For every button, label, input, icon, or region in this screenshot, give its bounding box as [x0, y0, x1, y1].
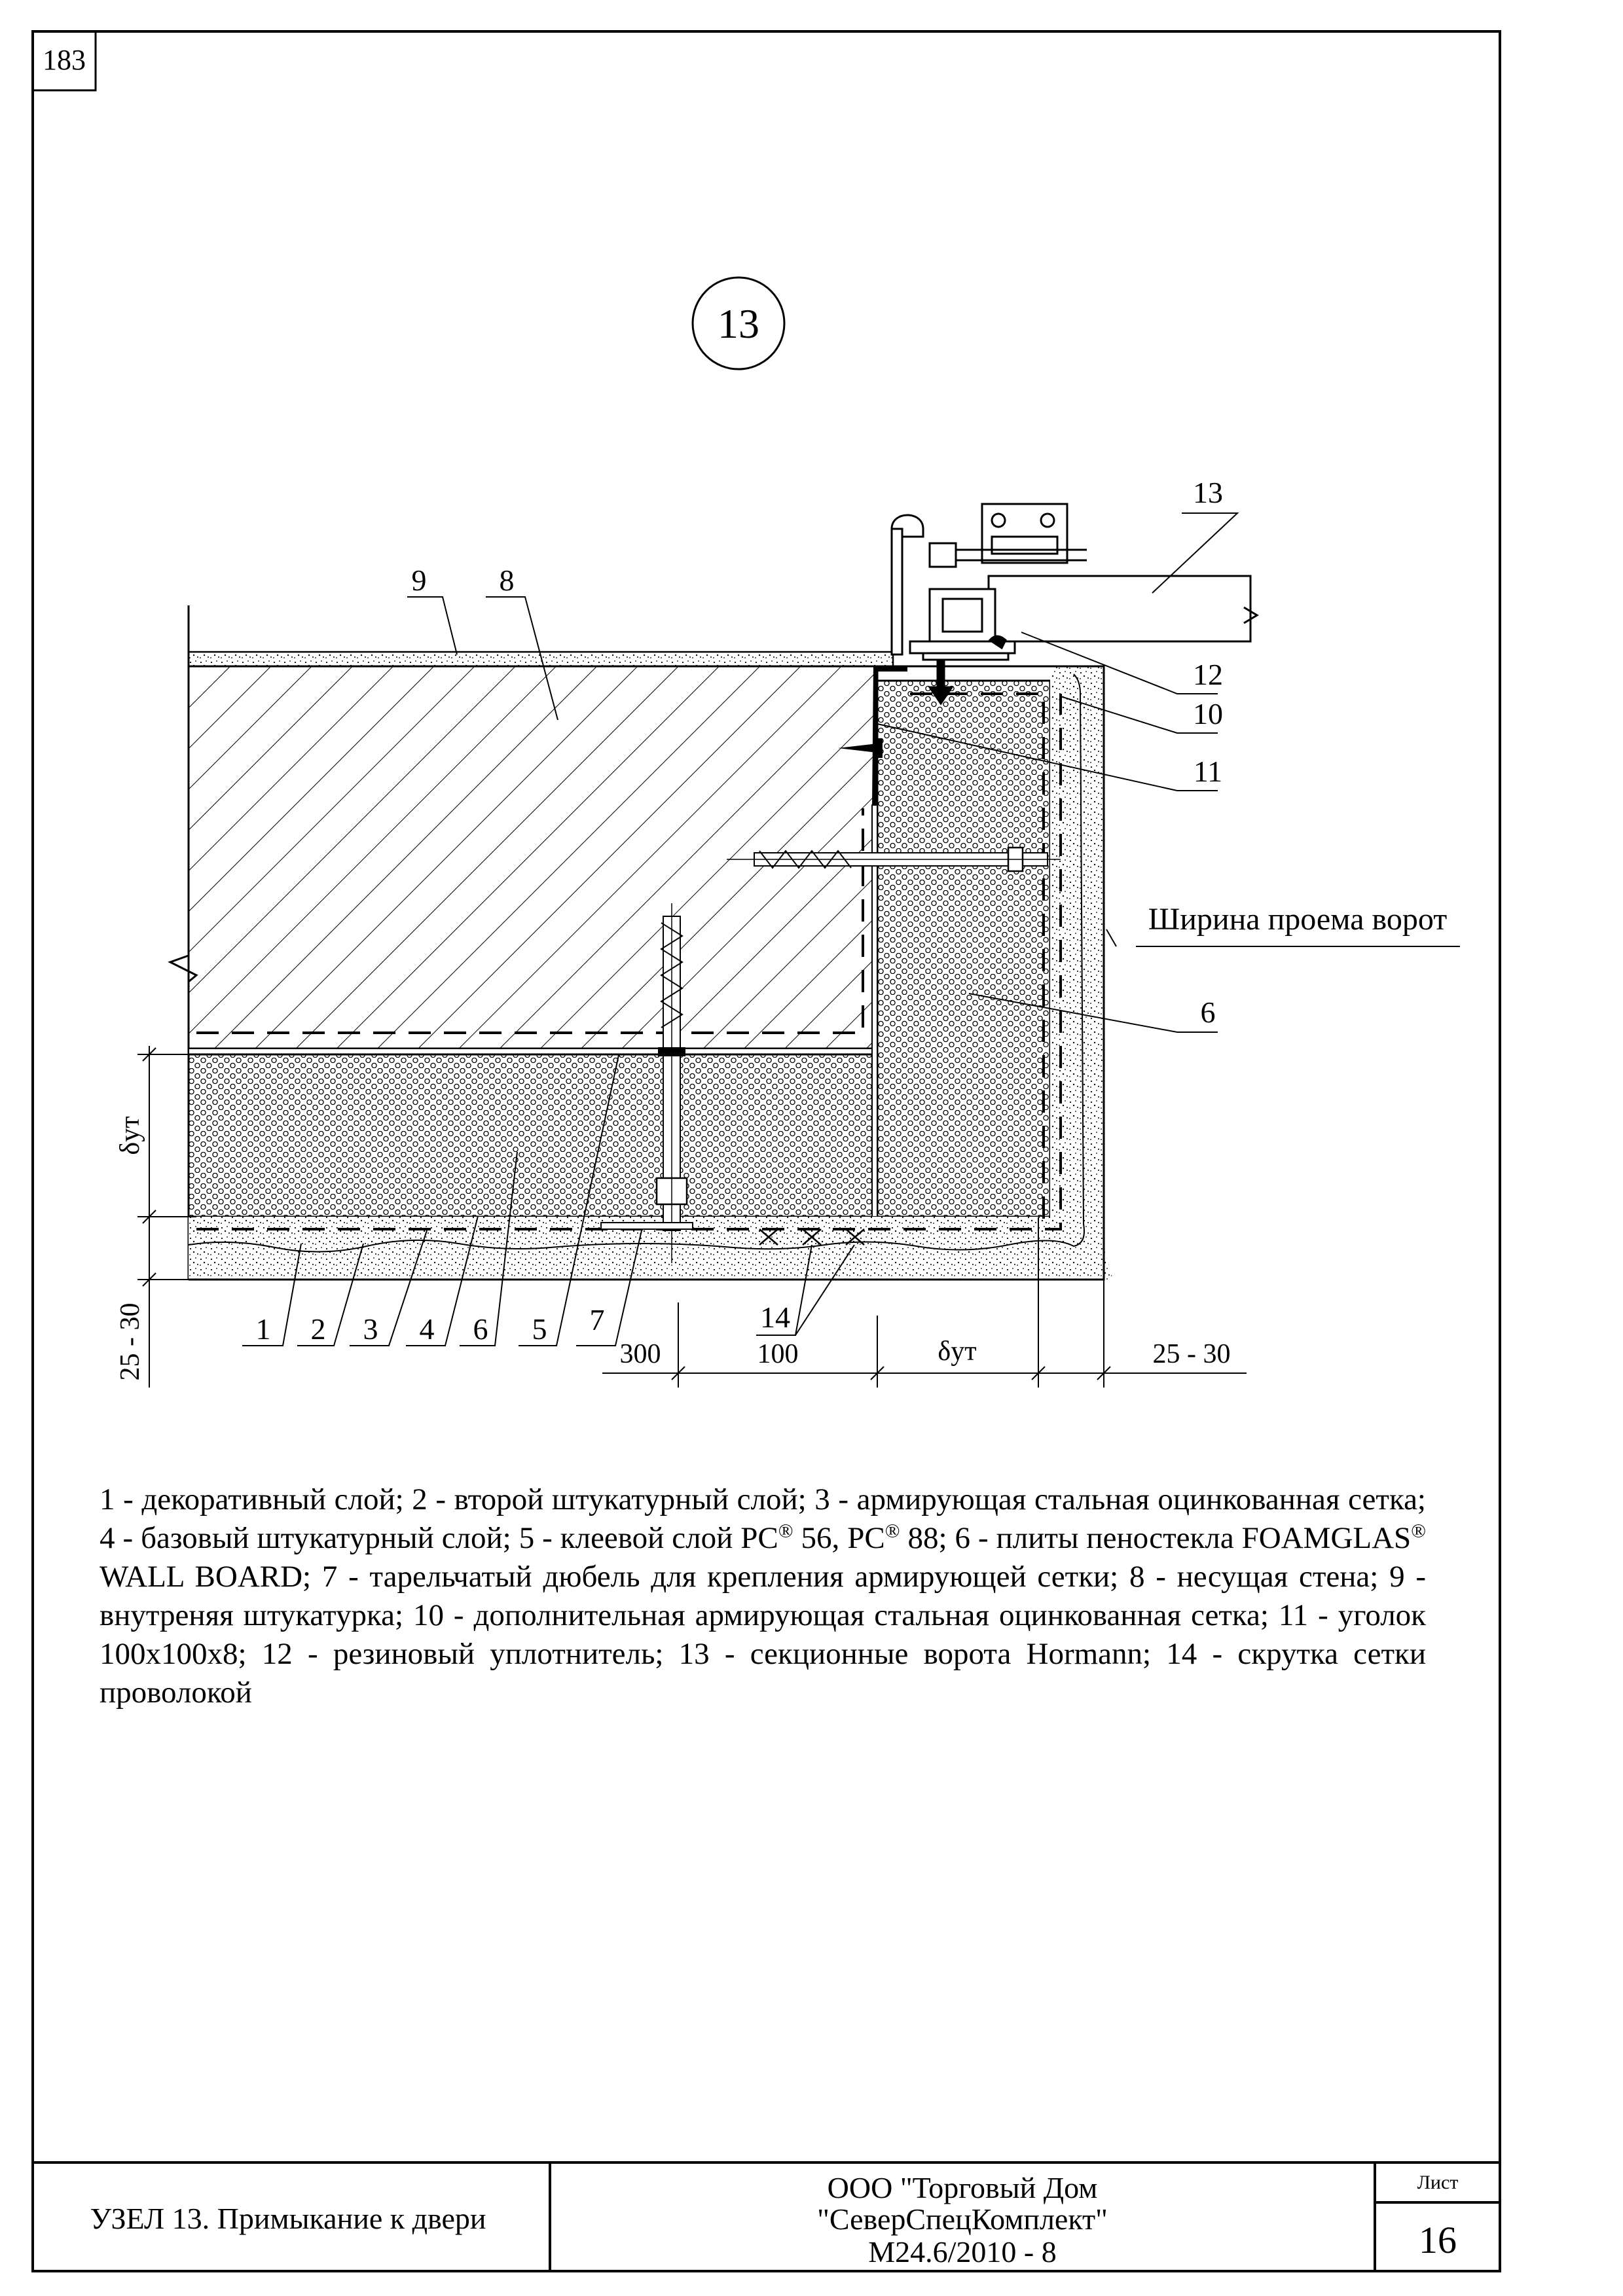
door-panel: [989, 576, 1250, 641]
callout-13: 13: [1193, 476, 1223, 509]
company-line-2: "СеверСпецКомплект": [817, 2202, 1108, 2236]
adhesive-vertical: [872, 805, 877, 1217]
callout-5: 5: [532, 1312, 547, 1346]
door-frame: [892, 529, 902, 655]
drawing-title: УЗЕЛ 13. Примыкание к двери: [90, 2202, 486, 2235]
opening-width-label: Ширина проема ворот: [1148, 902, 1448, 937]
callout-3: 3: [363, 1312, 378, 1346]
callout-6-right: 6: [1200, 996, 1216, 1029]
callout-8: 8: [499, 564, 515, 597]
dim-2530-h: 25 - 30: [1152, 1339, 1231, 1369]
insulation-horizontal: [189, 1054, 877, 1217]
registered-mark-2: ®: [884, 1520, 900, 1542]
dim-100: 100: [757, 1339, 799, 1369]
registered-mark-1: ®: [778, 1520, 793, 1542]
legend-text: [100, 1480, 1426, 1712]
node-number: 13: [718, 300, 759, 347]
title-block-text: [90, 2171, 1458, 2269]
dim-insulation-h: δут: [938, 1336, 977, 1367]
wall-section: [170, 605, 1113, 1280]
callout-6-bottom: 6: [473, 1312, 488, 1346]
document-code: М24.6/2010 - 8: [868, 2235, 1057, 2269]
callout-4: 4: [419, 1312, 435, 1346]
sheet-number: 16: [1419, 2219, 1457, 2261]
dim-2530-v: 25 - 30: [115, 1302, 145, 1381]
callout-2: 2: [310, 1312, 326, 1346]
callout-1: 1: [255, 1312, 271, 1346]
callout-11: 11: [1193, 755, 1223, 788]
callout-12: 12: [1193, 658, 1223, 691]
steel-angle-h: [877, 666, 907, 672]
insulation-vertical: [877, 681, 1050, 1217]
plate-dowel: [601, 1223, 693, 1229]
dim-300: 300: [619, 1339, 661, 1369]
callout-9: 9: [411, 564, 427, 597]
sheet-code: 183: [43, 44, 86, 76]
legend-part-3: 88; 6 - плиты пеностекла FOAMGLAS: [900, 1521, 1412, 1555]
legend-part-1: 1 - декоративный слой; 2 - второй штукатурный слой; 3 - армирующая стальная оцинкованная сетка; 4 - базовый штукатурный слой; 5 - клеевой слой PC: [100, 1482, 1426, 1555]
sheet-label: Лист: [1417, 2172, 1459, 2193]
registered-mark-3: ®: [1411, 1520, 1426, 1542]
legend-part-4: WALL BOARD; 7 - тарельчатый дюбель для крепления армирующей сетки; 8 - несущая стена; 9 - внутреняя штукатурка; 10 - дополнительная армирующая стальная оцинкованная сетка; 11 - уголок 100х100х8; 12 - резиновый уплотнитель; 13 - секционные ворота Hormann; 14 - скрутка сетки проволокой: [100, 1560, 1426, 1710]
callout-14: 14: [760, 1300, 790, 1334]
company-line-1: ООО "Торговый Дом: [827, 2171, 1098, 2204]
callout-7: 7: [589, 1303, 605, 1336]
legend-part-2: 56, PC: [793, 1521, 885, 1555]
callout-10: 10: [1193, 697, 1223, 730]
dim-insulation-v: δут: [115, 1116, 145, 1155]
exterior-plaster-reveal: [1050, 666, 1104, 1280]
